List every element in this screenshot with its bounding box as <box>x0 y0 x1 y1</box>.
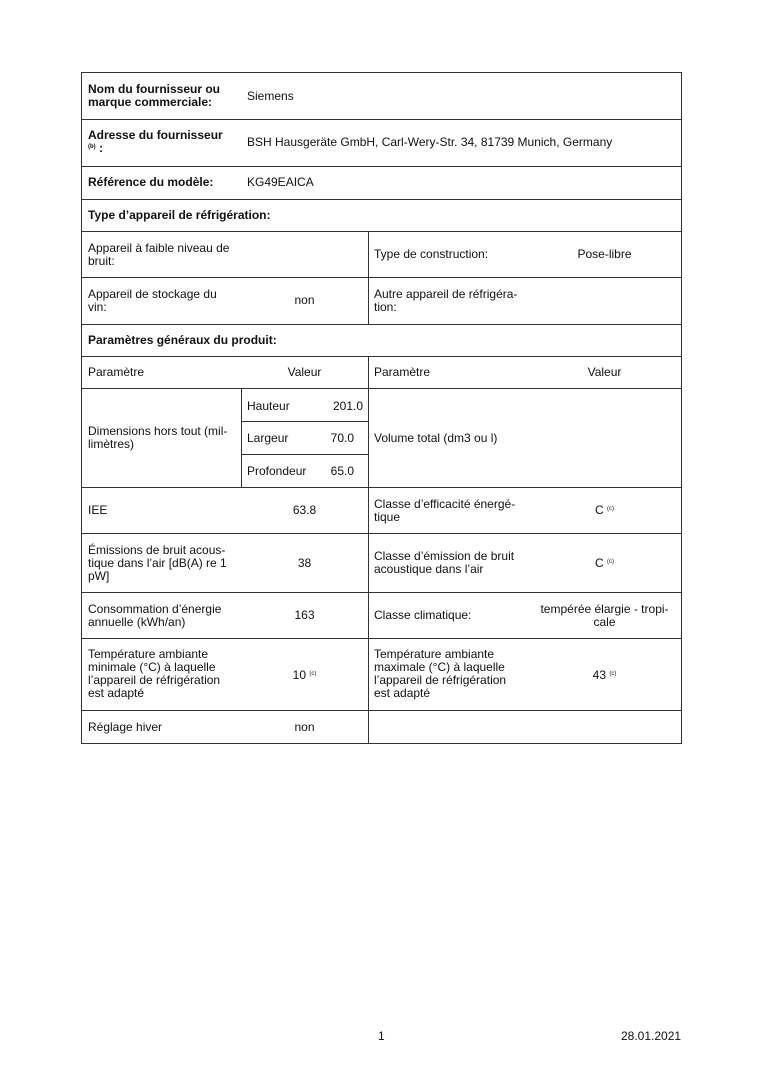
address-label: Adresse du fournisseur $^{(b)}$ : <box>88 128 223 155</box>
energy-consumption-value: 163 <box>294 608 315 622</box>
address-footnote-marker: (b) <box>88 144 96 150</box>
energy-class-label: Classe d’efficacité énergé-tique <box>374 497 516 524</box>
max-temperature-value: 43 $^{(c)}$ <box>592 668 617 682</box>
height-label: Hauteur <box>247 399 290 413</box>
product-info-table <box>81 72 682 744</box>
document-date: 28.01.2021 <box>621 1029 682 1043</box>
address-value: BSH Hausgeräte GmbH, Carl-Wery-Str. 34, 81739 Munich, Germany <box>247 135 613 149</box>
noise-class-label: Classe d’émission de bruit acoustique dans l’air <box>374 549 515 576</box>
iee-label: IEE <box>88 503 108 517</box>
climate-class-value: tempérée élargie - tropi-cale <box>540 602 669 629</box>
dimensions-label: Dimensions hors tout (mil-limètres) <box>88 424 228 451</box>
noise-emission-label: Émissions de bruit acous-tique dans l’air [dB(A) re 1 pW] <box>88 543 227 583</box>
low-noise-label: Appareil à faible niveau de bruit: <box>88 241 230 268</box>
energy-consumption-label: Consommation d’énergie annuelle (kWh/an) <box>88 602 222 629</box>
height-value: 201.0 <box>332 399 363 413</box>
width-label: Largeur <box>247 431 289 445</box>
supplier-value: Siemens <box>247 89 294 103</box>
page-number: 1 <box>378 1029 385 1043</box>
model-label: Référence du modèle: <box>88 175 214 189</box>
wine-storage-value: non <box>294 293 315 307</box>
width-value: 70.0 <box>330 431 354 445</box>
max-temperature-label: Température ambiante maximale (°C) à laquelle l’appareil de réfrigération est adapté <box>374 647 507 700</box>
min-temperature-value: 10 $^{(c)}$ <box>292 668 317 682</box>
model-value: KG49EAICA <box>247 175 314 189</box>
column-header-parameter-2: Paramètre <box>374 365 431 379</box>
construction-value: Pose-libre <box>577 247 632 261</box>
energy-class-footnote-marker: (c) <box>607 506 614 512</box>
min-temperature-label: Température ambiante minimale (°C) à laquelle l’appareil de réfrigération est adapté <box>88 647 221 700</box>
depth-value: 65.0 <box>330 464 354 478</box>
type-section-title: Type d’appareil de réfrigération: <box>88 208 271 222</box>
noise-emission-value: 38 <box>297 556 312 570</box>
max-temperature-footnote-marker: (c) <box>609 671 617 677</box>
min-temperature-footnote-marker: (c) <box>309 671 317 677</box>
noise-class-value: C $^{(c)}$ <box>594 556 614 570</box>
winter-setting-value: non <box>294 720 315 734</box>
noise-class-footnote-marker: (c) <box>607 559 614 565</box>
wine-storage-label: Appareil de stockage du vin: <box>88 287 217 314</box>
params-section-title: Paramètres généraux du produit: <box>88 333 277 347</box>
column-header-value-2: Valeur <box>587 365 622 379</box>
construction-label: Type de construction: <box>374 247 489 261</box>
winter-setting-label: Réglage hiver <box>88 720 163 734</box>
energy-class-value: C $^{(c)}$ <box>594 503 614 517</box>
climate-class-label: Classe climatique: <box>374 608 472 622</box>
depth-label: Profondeur <box>247 464 307 478</box>
total-volume-label: Volume total (dm3 ou l) <box>374 431 498 445</box>
supplier-label: Nom du fournisseur ou marque commerciale: <box>88 82 220 109</box>
column-header-value: Valeur <box>287 365 322 379</box>
other-appliance-label: Autre appareil de réfrigéra-tion: <box>374 287 518 314</box>
column-header-parameter: Paramètre <box>88 365 145 379</box>
iee-value: 63.8 <box>292 503 317 517</box>
